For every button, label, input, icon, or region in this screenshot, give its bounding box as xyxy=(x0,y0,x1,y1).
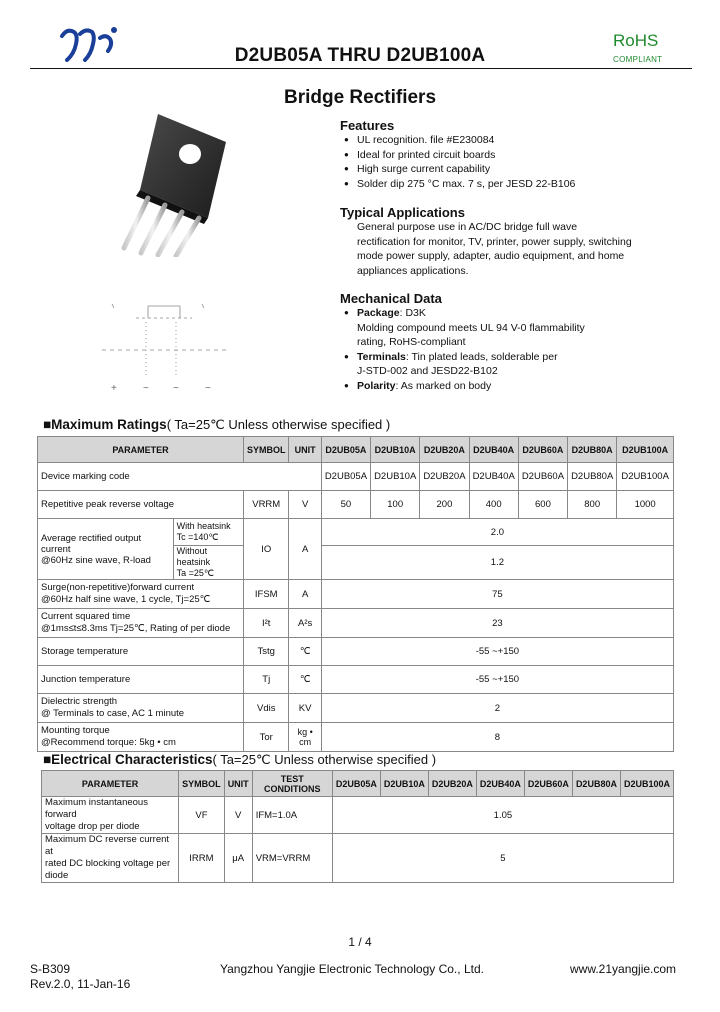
electrical-title xyxy=(43,752,436,768)
param-line: Maximum instantaneous forward xyxy=(45,797,148,820)
table-row xyxy=(38,638,674,666)
col-header-test-conditions: TEST CONDITIONS xyxy=(252,771,332,797)
pin-label-ac1: ~ xyxy=(143,383,149,394)
max-ratings-heading: ■Maximum Ratings xyxy=(43,417,167,432)
condition-line: Without heatsink xyxy=(176,546,211,567)
value-cell: 600 xyxy=(518,491,567,519)
value-cell: 2.0 xyxy=(321,519,673,546)
features-section xyxy=(340,118,710,191)
revision-date: Rev.2.0, 11-Jan-16 xyxy=(30,977,131,991)
applications-section xyxy=(340,205,710,278)
value-cell: 100 xyxy=(371,491,420,519)
value-cell: 23 xyxy=(321,609,673,638)
param-cell xyxy=(42,797,179,834)
mechanical-section xyxy=(340,291,710,394)
document-code: S-B309 xyxy=(30,962,71,976)
condition-cell xyxy=(173,519,243,546)
max-ratings-title xyxy=(43,417,390,433)
col-header-symbol: SYMBOL xyxy=(243,437,289,463)
col-header-unit: UNIT xyxy=(289,437,321,463)
col-header-part: D2UB40A xyxy=(476,771,524,797)
value-cell: 1.05 xyxy=(332,797,673,834)
table-row xyxy=(38,666,674,694)
table-row xyxy=(38,491,674,519)
terminals-item xyxy=(342,350,710,365)
param-cell: Repetitive peak reverse voltage xyxy=(38,491,244,519)
package-value: : D3K xyxy=(399,307,426,319)
param-line: @1ms≤t≤8.3ms Tj=25℃, Rating of per diode xyxy=(41,623,231,634)
value-cell: 5 xyxy=(332,834,673,883)
table-row xyxy=(38,723,674,752)
col-header-part: D2UB60A xyxy=(518,437,567,463)
value-cell: D2UB100A xyxy=(617,463,674,491)
max-ratings-condition: ( Ta=25℃ Unless otherwise specified ) xyxy=(166,417,391,432)
condition-cell: VRM=VRRM xyxy=(252,834,332,883)
param-line: @60Hz sine wave, R-load xyxy=(41,554,151,566)
param-cell xyxy=(42,834,179,883)
value-cell: 1.2 xyxy=(321,546,673,580)
col-header-part: D2UB60A xyxy=(524,771,572,797)
table-row xyxy=(38,694,674,723)
package-item xyxy=(342,306,710,321)
col-header-part: D2UB20A xyxy=(420,437,469,463)
param-line: Average rectified output current xyxy=(41,532,142,555)
website-link[interactable]: www.21yangjie.com xyxy=(570,962,677,976)
symbol-cell: IFSM xyxy=(243,580,289,609)
col-header-part: D2UB10A xyxy=(371,437,420,463)
table-row xyxy=(38,609,674,638)
electrical-condition: ( Ta=25℃ Unless otherwise specified ) xyxy=(212,752,437,767)
param-cell xyxy=(38,694,244,723)
col-header-symbol: SYMBOL xyxy=(179,771,225,797)
col-header-part: D2UB80A xyxy=(568,437,617,463)
param-line: @60Hz half sine wave, 1 cycle, Tj=25℃ xyxy=(41,594,211,605)
header-divider xyxy=(30,68,692,69)
value-cell: -55 ~+150 xyxy=(321,638,673,666)
value-cell: 200 xyxy=(420,491,469,519)
symbol-cell: Tor xyxy=(243,723,289,752)
param-line: @Recommend torque: 5kg • cm xyxy=(41,737,176,748)
table-row xyxy=(42,834,674,883)
polarity-item xyxy=(342,379,710,394)
terminals-label: Terminals xyxy=(357,350,406,363)
value-cell: 2 xyxy=(321,694,673,723)
polarity-value: : As marked on body xyxy=(395,379,492,392)
molding-line: Molding compound meets UL 94 V-0 flammability xyxy=(357,321,585,334)
condition-line: Ta =25℃ xyxy=(176,568,214,578)
col-header-part: D2UB05A xyxy=(332,771,380,797)
applications-line: appliances applications. xyxy=(357,264,469,277)
condition-cell xyxy=(173,546,243,580)
condition-line: Tc =140℃ xyxy=(176,532,219,542)
param-cell xyxy=(38,580,244,609)
unit-cell: A xyxy=(289,580,321,609)
symbol-cell: IO xyxy=(243,519,289,580)
symbol-cell: Tstg xyxy=(243,638,289,666)
header-title: D2UB05A THRU D2UB100A xyxy=(234,45,486,66)
condition-cell: IFM=1.0A xyxy=(252,797,332,834)
param-line: voltage drop per diode xyxy=(45,821,140,832)
value-cell: 400 xyxy=(469,491,518,519)
unit-cell: A²s xyxy=(289,609,321,638)
symbol-cell: VRRM xyxy=(243,491,289,519)
table-row xyxy=(38,519,674,546)
pin-label-positive: + xyxy=(111,383,117,394)
col-header-part: D2UB05A xyxy=(321,437,370,463)
value-cell: 75 xyxy=(321,580,673,609)
package-label: Package xyxy=(357,307,400,319)
col-header-part: D2UB100A xyxy=(617,437,674,463)
unit-cell: A xyxy=(289,519,321,580)
electrical-heading: ■Electrical Characteristics xyxy=(43,752,213,767)
param-cell xyxy=(38,723,244,752)
document-title: Bridge Rectifiers xyxy=(283,87,437,108)
feature-item: ● Solder dip 275 °C max. 7 s, per JESD 22-B106 xyxy=(342,177,710,192)
param-line: Current squared time xyxy=(41,611,131,622)
param-line: Maximum DC reverse current at xyxy=(45,834,170,857)
unit-cell: V xyxy=(289,491,321,519)
value-cell: D2UB20A xyxy=(420,463,469,491)
outline-drawing xyxy=(98,292,238,402)
table-row xyxy=(38,463,674,491)
value-cell: 800 xyxy=(568,491,617,519)
param-line: Mounting torque xyxy=(41,725,110,736)
package-photo xyxy=(108,112,228,257)
unit-cell: ℃ xyxy=(289,666,321,694)
applications-line: General purpose use in AC/DC bridge full wave xyxy=(357,221,578,233)
value-cell: D2UB40A xyxy=(469,463,518,491)
param-cell: Junction temperature xyxy=(38,666,244,694)
param-cell: Device marking code xyxy=(38,463,322,491)
col-header-part: D2UB80A xyxy=(572,771,620,797)
polarity-label: Polarity xyxy=(357,379,396,392)
unit-cell: KV xyxy=(289,694,321,723)
symbol-cell: IRRM xyxy=(179,834,225,883)
applications-line: mode power supply, adapter, audio equipment, and home xyxy=(357,250,625,263)
unit-cell: ℃ xyxy=(289,638,321,666)
symbol-cell: VF xyxy=(179,797,225,834)
col-header-part: D2UB20A xyxy=(428,771,476,797)
company-name: Yangzhou Yangjie Electronic Technology Co., Ltd. xyxy=(220,962,484,976)
col-header-part: D2UB10A xyxy=(380,771,428,797)
applications-heading: Typical Applications xyxy=(340,205,465,220)
applications-line: rectification for monitor, TV, printer, power supply, switching xyxy=(357,235,632,248)
electrical-table xyxy=(41,770,674,883)
param-line: rated DC blocking voltage per diode xyxy=(45,858,171,881)
features-heading: Features xyxy=(340,118,395,133)
value-cell: 8 xyxy=(321,723,673,752)
condition-line: With heatsink xyxy=(176,521,231,531)
pin-label-ac2: ~ xyxy=(173,383,179,394)
param-line: @ Terminals to case, AC 1 minute xyxy=(41,708,185,719)
page-number: 1 / 4 xyxy=(348,935,372,949)
max-ratings-table xyxy=(37,436,674,752)
value-cell: D2UB05A xyxy=(321,463,370,491)
param-cell xyxy=(38,519,174,580)
unit-cell: kg • cm xyxy=(289,723,321,752)
terminals-line: J-STD-002 and JESD22-B102 xyxy=(357,365,498,378)
feature-item: ● Ideal for printed circuit boards xyxy=(342,148,710,163)
rohs-compliant-text: COMPLIANT xyxy=(613,55,663,64)
unit-cell: μA xyxy=(224,834,252,883)
col-header-part: D2UB40A xyxy=(469,437,518,463)
feature-item: ● High surge current capability xyxy=(342,162,710,177)
symbol-cell: Vdis xyxy=(243,694,289,723)
param-cell xyxy=(38,609,244,638)
feature-item: ● UL recognition. file #E230084 xyxy=(342,133,710,148)
rohs-mark: RoHS xyxy=(613,31,659,50)
col-header-part: D2UB100A xyxy=(620,771,673,797)
pin-label-negative: − xyxy=(205,383,211,394)
molding-line: rating, RoHS-compliant xyxy=(357,336,466,349)
col-header-parameter: PARAMETER xyxy=(38,437,244,463)
value-cell: D2UB80A xyxy=(568,463,617,491)
value-cell: D2UB60A xyxy=(518,463,567,491)
symbol-cell: I²t xyxy=(243,609,289,638)
param-line: Surge(non-repetitive)forward current xyxy=(41,582,195,593)
value-cell: -55 ~+150 xyxy=(321,666,673,694)
param-cell: Storage temperature xyxy=(38,638,244,666)
col-header-parameter: PARAMETER xyxy=(42,771,179,797)
terminals-value: : Tin plated leads, solderable per xyxy=(405,350,558,363)
col-header-unit: UNIT xyxy=(224,771,252,797)
unit-cell: V xyxy=(224,797,252,834)
table-row xyxy=(42,797,674,834)
value-cell: 1000 xyxy=(617,491,674,519)
symbol-cell: Tj xyxy=(243,666,289,694)
mechanical-heading: Mechanical Data xyxy=(340,291,442,306)
param-line: Dielectric strength xyxy=(41,696,118,707)
value-cell: D2UB10A xyxy=(371,463,420,491)
value-cell: 50 xyxy=(321,491,370,519)
table-row xyxy=(38,580,674,609)
